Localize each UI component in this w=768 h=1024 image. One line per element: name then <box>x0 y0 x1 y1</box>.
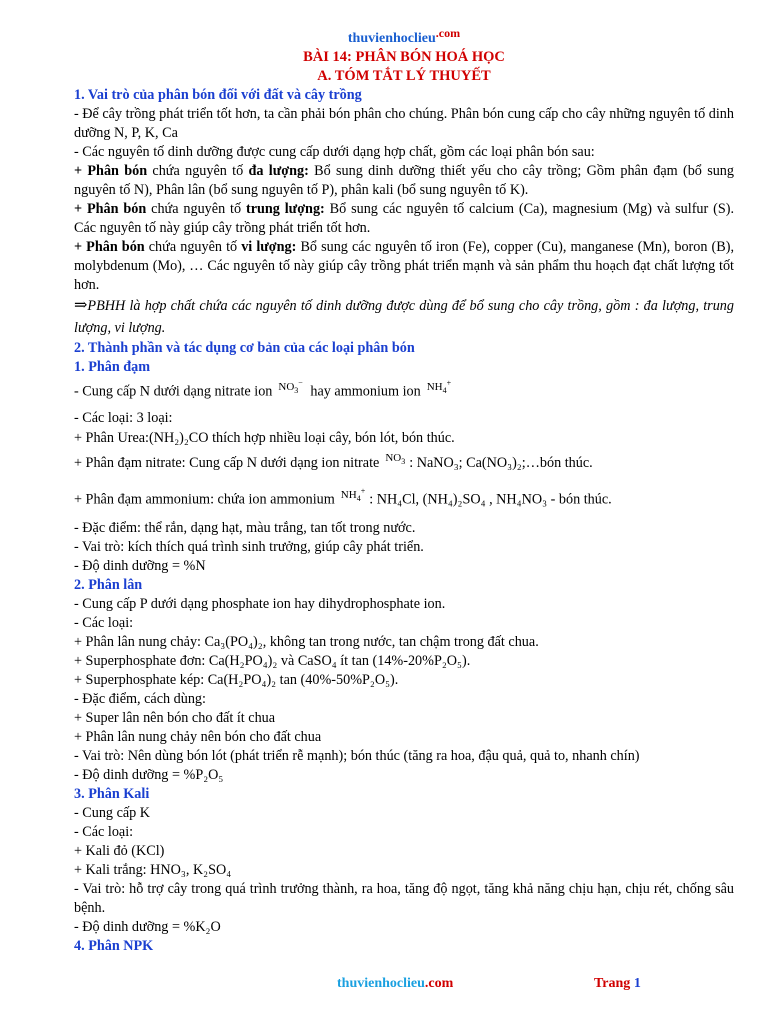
paragraph: + Phân đạm nitrate: Cung cấp N dưới dạng ion nitrate $^{NO_3}$ : NaNO₃; Ca(NO₃)₂;…bón thúc. <box>74 451 593 471</box>
footer-site-link[interactable]: thuvienhoclieu.com <box>337 976 454 991</box>
paragraph: - Các loại: <box>74 614 134 631</box>
subsection-heading-kali: 3. Phân Kali <box>74 785 150 802</box>
paragraph: - Vai trò: kích thích quá trình sinh trưởng, giúp cây phát triển. <box>74 538 424 555</box>
paragraph: - Đặc điểm: thể rắn, dạng hạt, màu trắng, tan tốt trong nước. <box>74 519 416 536</box>
section-heading-2: 2. Thành phần và tác dụng cơ bản của các loại phân bón <box>74 340 415 356</box>
nitrate-ion-formula: NO3− <box>278 378 303 395</box>
arrow-icon: ⇒ <box>74 297 88 314</box>
paragraph: - Các nguyên tố dinh dưỡng được cung cấp dưới dạng hợp chất, gồm các loại phân bón sau: <box>74 144 595 160</box>
paragraph: - Độ dinh dưỡng = %N <box>74 557 206 574</box>
lesson-title: BÀI 14: PHÂN BÓN HOÁ HỌC <box>303 49 505 65</box>
document-page <box>74 24 734 956</box>
subsection-heading-npk: 4. Phân NPK <box>74 937 154 954</box>
paragraph: - Để cây trồng phát triển tốt hơn, ta cần phải bón phân cho chúng. Phân bón cung cấp cho cây những nguyên tố dinh dưỡng N, P, K, Ca <box>74 106 734 141</box>
paragraph: + Phân đạm ammonium: chứa ion ammonium $^{NH_4^+}$: NH₄Cl, (NH₄)₂SO₄ , NH₄NO₃ - bón thúc. <box>74 486 612 508</box>
paragraph: + Phân lân nung chảy nên bón cho đất chua <box>74 728 322 745</box>
paragraph: - Vai trò: Nên dùng bón lót (phát triển rễ mạnh); bón thúc (tăng ra hoa, đậu quả, quả to, nhanh chín) <box>74 747 640 764</box>
conclusion-note: ⇒PBHH là hợp chất chứa các nguyên tố dinh dưỡng được dùng để bổ sung cho cây trồng, gồm : đa lượng, trung lượng, vi lượng. <box>74 297 734 336</box>
paragraph: + Super lân nên bón cho đất ít chua <box>74 709 276 726</box>
paragraph: - Độ dinh dưỡng = %K₂O <box>74 918 221 935</box>
ammonium-ion-formula: NH4+ <box>340 486 366 503</box>
subsection-heading-dam: 1. Phân đạm <box>74 359 151 375</box>
paragraph: - Đặc điểm, cách dùng: <box>74 690 206 707</box>
paragraph: + Phân lân nung chảy: Ca₃(PO₄)₂, không tan trong nước, tan chậm trong đất chua. <box>74 633 539 650</box>
ammonium-ion-formula: NH4+ <box>426 378 452 395</box>
paragraph: - Độ dinh dưỡng = %P₂O₅ <box>74 766 224 783</box>
paragraph: - Các loại: <box>74 823 134 840</box>
paragraph: + Phân bón chứa nguyên tố vi lượng: Bổ sung các nguyên tố iron (Fe), copper (Cu), manganese (Mn), boron (B), molybdenum (Mo), … Các nguyên tố này giúp cây trồng phát triển mạnh và sản phẩm thu hoạch đạt chất lượng tốt hơn. <box>74 239 735 293</box>
paragraph: + Phân Urea:(NH₂)₂CO thích hợp nhiều loại cây, bón lót, bón thúc. <box>74 429 455 446</box>
paragraph: + Phân bón chứa nguyên tố trung lượng: Bổ sung các nguyên tố calcium (Ca), magnesium (Mg) và sulfur (S). Các nguyên tố này giúp cây trồng phát triển tốt hơn. <box>74 201 735 236</box>
paragraph: - Vai trò: hỗ trợ cây trong quá trình trưởng thành, ra hoa, tăng độ ngọt, tăng khả năng chịu hạn, chịu rét, chống sâu bệnh. <box>74 880 734 916</box>
paragraph: + Superphosphate kép: Ca(H₂PO₄)₂ tan (40%-50%P₂O₅). <box>74 671 399 688</box>
brand-logo[interactable]: thuvienhoclieu$^{.com}$ <box>347 26 461 46</box>
document-header <box>74 24 734 86</box>
paragraph: + Kali trắng: HNO₃, K₂SO₄ <box>74 861 232 878</box>
paragraph: + Superphosphate đơn: Ca(H₂PO₄)₂ và CaSO₄ ít tan (14%-20%P₂O₅). <box>74 652 471 669</box>
paragraph: + Kali đỏ (KCl) <box>74 842 165 859</box>
section-heading-1: 1. Vai trò của phân bón đối với đất và cây trồng <box>74 87 362 103</box>
section-title: A. TÓM TẮT LÝ THUYẾT <box>317 68 491 84</box>
paragraph: - Cung cấp P dưới dạng phosphate ion hay dihydrophosphate ion. <box>74 595 446 612</box>
paragraph: - Các loại: 3 loại: <box>74 409 173 426</box>
subsection-heading-lan: 2. Phân lân <box>74 576 143 593</box>
nitrate-ion-formula: NO3 <box>385 451 406 467</box>
paragraph: - Cung cấp K <box>74 804 151 821</box>
paragraph: - Cung cấp N dưới dạng nitrate ion $^{NO_3^-}$ hay ammonium ion $^{NH_4^+}$ <box>74 378 452 400</box>
paragraph: + Phân bón chứa nguyên tố đa lượng: Bổ sung dinh dưỡng thiết yếu cho cây trồng; Gồm phân đạm (bổ sung nguyên tố N), Phân lân (bổ sung nguyên tố P), phân kali (bổ sung nguyên tố K). <box>74 163 734 198</box>
page-number: Trang 1 <box>594 976 641 991</box>
